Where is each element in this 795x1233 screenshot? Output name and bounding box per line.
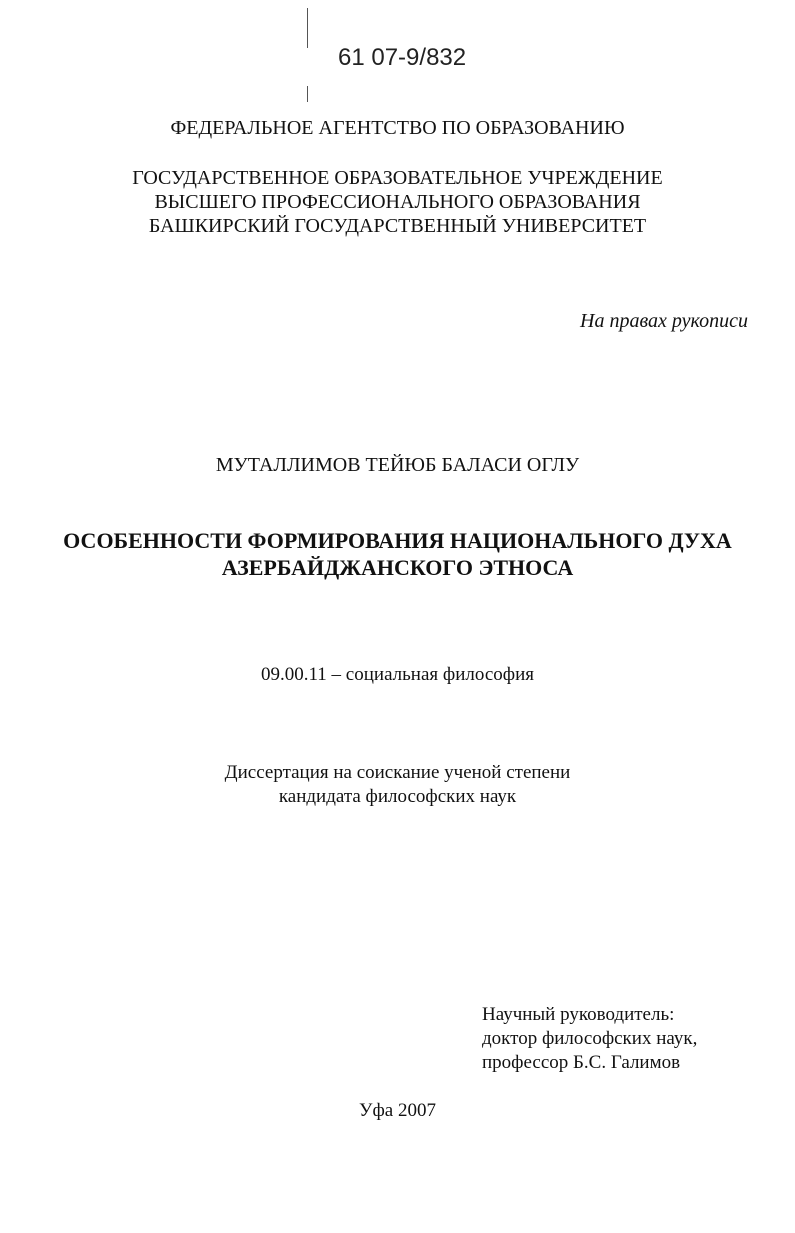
archive-stamp: 61 07-9/832 <box>338 44 467 71</box>
city-year: Уфа 2007 <box>359 1100 436 1121</box>
degree-line: кандидата философских наук <box>278 786 517 807</box>
author-name: МУТАЛЛИМОВ ТЕЙЮБ БАЛАСИ ОГЛУ <box>215 454 580 476</box>
stamp-line-bottom <box>307 86 308 102</box>
title-line: АЗЕРБАЙДЖАНСКОГО ЭТНОСА <box>221 555 574 580</box>
supervisor-line: Научный руководитель: <box>482 1004 675 1025</box>
dissertation-title <box>0 527 795 581</box>
specialty-code: 09.00.11 – социальная философия <box>261 664 534 685</box>
title-line: ОСОБЕННОСТИ ФОРМИРОВАНИЯ НАЦИОНАЛЬНОГО ДУХА <box>63 528 732 553</box>
agency-name: ФЕДЕРАЛЬНОЕ АГЕНТСТВО ПО ОБРАЗОВАНИЮ <box>170 117 625 139</box>
supervisor-line: профессор Б.С. Галимов <box>482 1052 681 1073</box>
institution-line: ГОСУДАРСТВЕННОЕ ОБРАЗОВАТЕЛЬНОЕ УЧРЕЖДЕНИЕ <box>132 167 663 189</box>
institution-block <box>0 166 795 238</box>
institution-line: ВЫСШЕГО ПРОФЕССИОНАЛЬНОГО ОБРАЗОВАНИЯ <box>154 191 641 213</box>
stamp-line-top <box>307 8 308 48</box>
supervisor-line: доктор философских наук, <box>482 1028 698 1049</box>
rights-note: На правах рукописи <box>580 310 748 332</box>
degree-line: Диссертация на соискание ученой степени <box>224 762 571 783</box>
institution-line: БАШКИРСКИЙ ГОСУДАРСТВЕННЫЙ УНИВЕРСИТЕТ <box>148 215 647 237</box>
supervisor-block <box>482 1003 697 1075</box>
degree-block <box>0 761 795 809</box>
